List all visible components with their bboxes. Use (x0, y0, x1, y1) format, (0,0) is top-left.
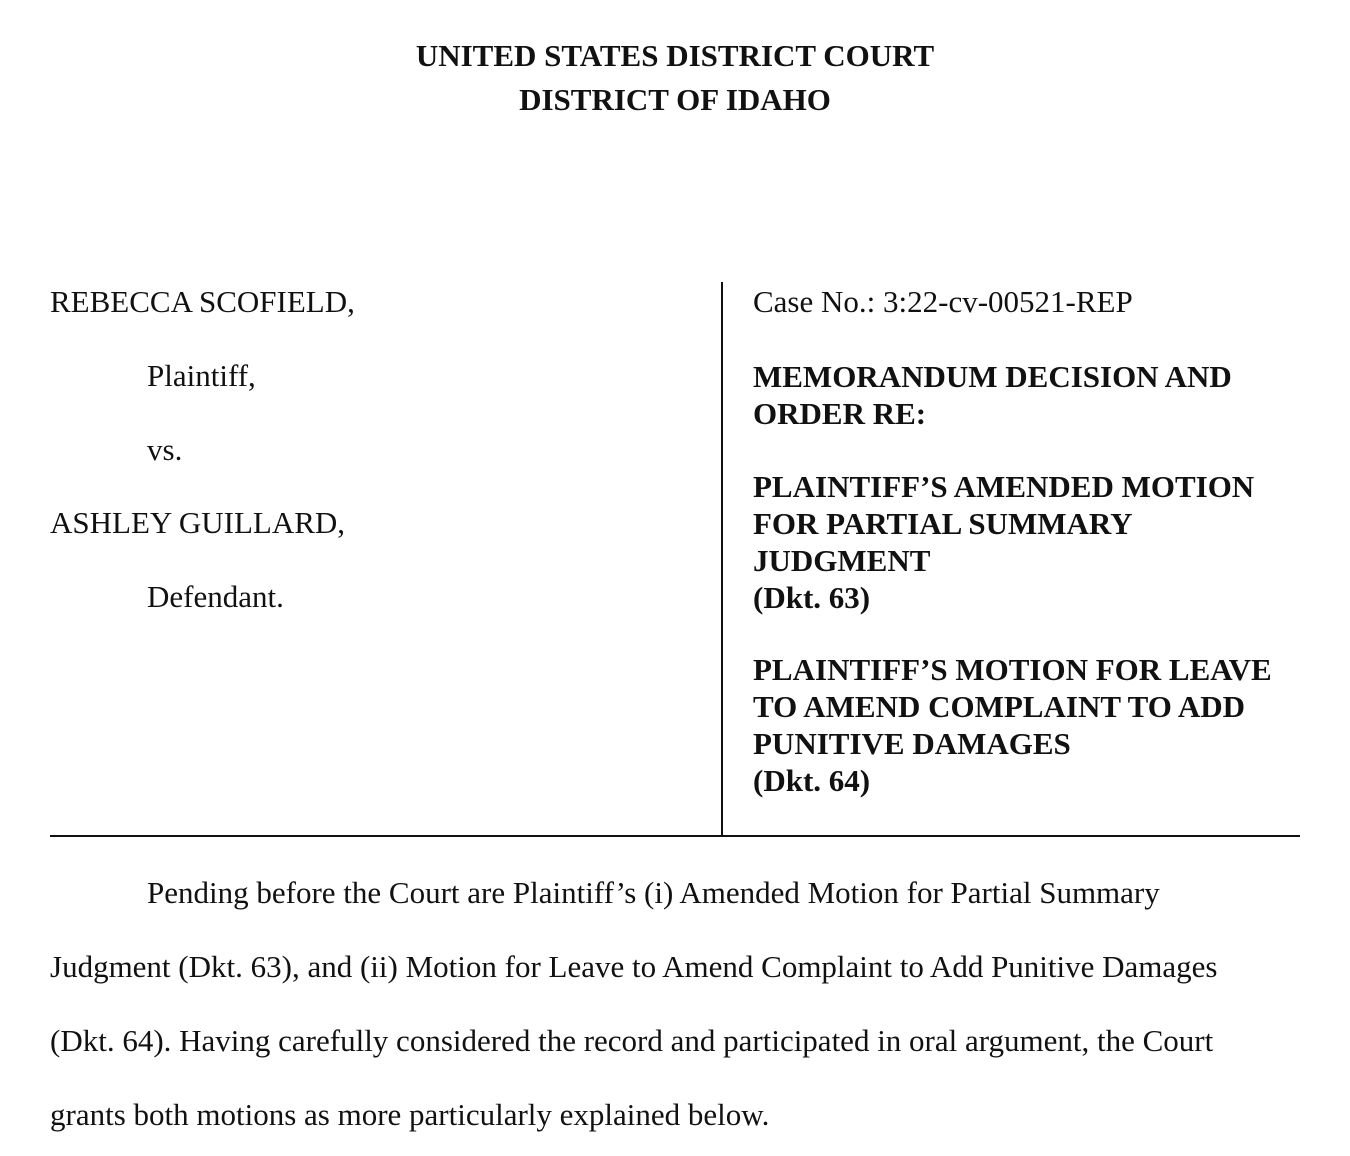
defendant-name: ASHLEY GUILLARD, (50, 505, 346, 540)
paragraph-line: (Dkt. 64). Having carefully considered the record and participated in oral argument, the Court (50, 1023, 1214, 1058)
paragraph-line: Judgment (Dkt. 63), and (ii) Motion for Leave to Amend Complaint to Add Punitive Damages (50, 949, 1218, 984)
paragraph-line: Pending before the Court are Plaintiff’s (i) Amended Motion for Partial Summary (147, 875, 1160, 910)
motion-title-dkt-64: PLAINTIFF’S MOTION FOR LEAVE TO AMEND COMPLAINT TO ADD PUNITIVE DAMAGES (Dkt. 64) (753, 652, 1272, 798)
caption-divider (721, 282, 723, 835)
versus-label: vs. (147, 432, 183, 467)
plaintiff-name: REBECCA SCOFIELD, (50, 284, 355, 319)
opening-paragraph (50, 856, 1300, 1152)
court-district: DISTRICT OF IDAHO (519, 82, 831, 117)
court-header (0, 34, 1350, 122)
court-name: UNITED STATES DISTRICT COURT (415, 38, 935, 73)
motion-title-dkt-63: PLAINTIFF’S AMENDED MOTION FOR PARTIAL SUMMARY JUDGMENT (Dkt. 63) (753, 469, 1255, 615)
decision-title: MEMORANDUM DECISION AND ORDER RE: (753, 359, 1232, 431)
paragraph-line: grants both motions as more particularly explained below. (50, 1097, 770, 1132)
case-number: Case No.: 3:22-cv-00521-REP (753, 284, 1133, 319)
plaintiff-label: Plaintiff, (147, 358, 256, 393)
case-caption (50, 282, 1300, 837)
defendant-label: Defendant. (147, 579, 284, 614)
